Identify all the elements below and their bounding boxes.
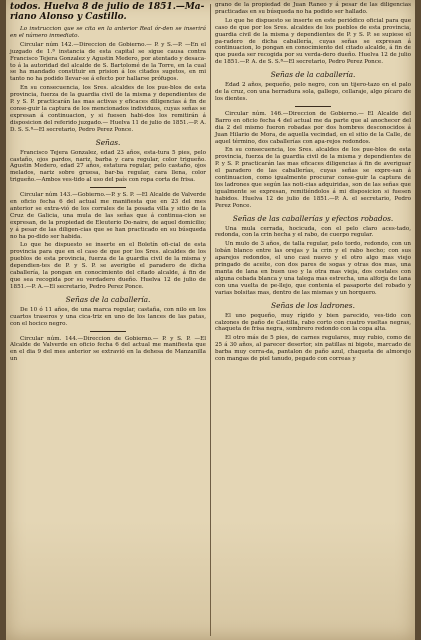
section-title-ladrones: Señas de los ladrones. [271, 300, 355, 310]
separator-line [295, 106, 331, 107]
separator-line [90, 331, 126, 332]
senas-text: Francisco Tejera Gonzalez, edad 23 años, esta-tura 5 pies, pelo castaño, ojos pardos, nariz, barba y cara regular, color trigueño. Agustin Medero, edad 27 años, estatura regular, pelo castaño, ojos melados, nariz sobre gruesa, bar-ba regular, cara llena, color trigueño.—Ambos ves-tido al uso del país con ropa corta de frisa. [10, 149, 206, 184]
caballeria-text-right: Edad 2 años, pequeño, pelo negro, con un tijero-tazo en el palo de la cruz, con una herradura sola, gallego, cellaraje, algo pícaro de los dientes. [215, 82, 411, 102]
section-title-efectos: Señas de las caballerías y efectos robados. [232, 213, 394, 223]
circular-144: Circular núm. 144.—Direccion de Gobierno.— P. y S. P. —El Alcalde de Valverde en oficio fecha 6 del actual me manifiesta que en el dia 9 del mes anterior se extravió en la dehesa de Manzanilla un [10, 335, 206, 363]
section-title-caballeria-left: Señas de la caballería. [65, 294, 151, 304]
date-heading: todos. Huelva 8 de julio de 1851.—Ma-riano Alonso y Castillo. [10, 2, 205, 22]
efectos-text-b: Un mulo de 3 años, de talla regular, pelo tordo, redondo, con un lobán blanco entre las orejas y la crin y el rabo hecho; con sus aparejos redondos, el uno casi nuevo y el otro algo mas viejo pringado de aceite, con dos pares de sogas y otras dos mas, una manta de lana en buen uso y la otra mas vieja, dos costales con alguna cebada blanca y una talega mas estrecha, una alforja de lana con una vuelta de pe-llejo, que contenia el pasaporte del robado y varias bolsitas mas, dentro de las mismas y un horquero. [215, 241, 411, 296]
continued-text-top: grano de la propiedad de Juan Raneo y á pesar de las diligencias practicadas en su búsqueda no ha podido ser hallado. [215, 2, 411, 15]
circular-143: Circular núm 143.—Gobierno.—P. y S. P. —El Alcalde de Valverde en oficio fecha 6 del actual me manifiesta que en 23 del mes anterior se extra-vió de los corrales de la posada villa y sitio de la Cruz de Galicia, una mula de las señas que á continua-cion se expresan, de la propiedad de Eleuterio Do-naire, de aquel domicilio; y á pesar de las diligen-cias que se han practicado en su búsqueda no ha po-dido ser habida. [10, 192, 206, 240]
right-column [215, 2, 411, 365]
intro-note: Lo instruccion que se cita en la anterior Real ór-den se inserirá en el número inmediato. [10, 26, 206, 39]
circular-146-continued: En su consecuencia, los Sres. alcaldes de los pue-blos de esta provincia, fuerza de la guardia civil de la misma y dependientes de P. y S. P. practicarán las mas eficaces diligencias á fin de averiguar el paradero de las caballerías, cuyas señas se expre-san á continuacion, como igualmente procurar conse-guir la captura de los ladrones que según las noti-cias adquiridas, son de las señas que igualmente se expresan, remitiéndolos á mi disposicion si fuesen habidos. Huelva 12 de julio de 1851.—P. A. el secretario, Pedro Perez Ponce. [215, 147, 411, 209]
circular-142-continued: En su consecuencia, los Sres. alcaldes de los pue-blos de esta provincia, fuerza de la guardia civil de la misma y dependientes de P. y S. P. practicarán las mas activas y eficaces diligencias á fin de conse-guir la captura de los mencionados individuos, cuyas señas se expresan á continuacion, y si fuesen habi-dos los remitirán á disposicion del referido juzgado.— Huelva 11 de julio de 1851.—P. A. D. S. S.ª—El secretario, Pedro Perez Ponce. [10, 85, 206, 133]
ladrones-text: El uno pequeño, muy rígido y bien parecido, ves-tido con calzones de paño de Castilla, rabo corto con cuatro vueltas negras, chaqueta de frisa negra, sombrero redondo con la copa alta. [215, 312, 411, 333]
circular-146: Circular núm. 146.—Direccion de Gobierno.— El Alcalde del Barro en oficio fecha 4 del actual me da parte que al anochecer del dia 2 del mismo fueron robadas por dos hombres desconocidos á Juan Hilario de Mora, de aquella vecindad, en el sitio de la Calle, de aquel término, dos caballerías con apa-rejos redondos. [215, 110, 411, 145]
circular-143-continued: Lo que he dispuesto se inserte en el Boletín ofi-cial de esta provincia para que en el caso de que por los Sres. alcaldes de los pueblos de esta provincia, fuerza de la guardia civil de la misma y dependien-tes de P. y S. P. se averigüe el paradero de dicha caballería, la pongan en conocimiento del citado alcalde, á fin de que sea recogida por su verdadero dueño. Huelva 12 de julio de 1851.—P. A.—El secretario, Pedro Perez Ponce. [10, 242, 206, 290]
left-column [10, 2, 206, 365]
newspaper-page [6, 0, 415, 640]
ladrones-text-b: El otro más de 5 pies, de carnes regulares, muy rubio, como de 25 á 30 años, al parecer desertor, sin patillas ni bigote, marcado de barba muy cerra-da, pantalon de paño azul, chaqueta de almorejo con mangas de piel tanudo, pegado con correas y [215, 335, 411, 363]
separator-line [90, 187, 126, 188]
column-divider [210, 4, 211, 636]
section-title-senas: Señas. [95, 137, 121, 147]
section-title-caballeria-right: Señas de la caballería. [270, 70, 356, 80]
circular-142: Circular núm 142.—Direccion de Gobierno.— P. y S.—P. —En el juzgado de 1.ª instancia de esta capital se sigue causa contra Francisco Tejera Gonzalez y Agustin Medero, por atentado y desaca-to á la autoridad del alcalde de S. Bartolomé de la Torre, en la cual se ha mandado constituir en prision á los citados sugetos, en mi tanto no ha podido llevar-se á efecto por hallarse prófugos. [10, 41, 206, 83]
efectos-text: Una mula cerrada, hocicuda, con el pelo claro aces-tado, redonda, con la crin hecha y el rabo, de cuerpo regular. [215, 225, 411, 239]
continued-text-top-b: Lo que he dispuesto se inserte en este periódico oficial para que caso de que por los Sres. alcaldes de los pueblos de esta provincia, guardia civil de la misma y dependientes de P. y S. P. se supiese el pa-radero de dicha caballería, cuyas señas se expresan á continuacion, lo pongan en conocimiento del citado alcalde, á fin de que pueda ser recogida por su verda-dero dueño. Huelva 12 de julio de 1851.—P. A. de S. S.ª—El secretario, Pedro Perez Ponce. [215, 17, 411, 66]
caballeria-text-left: De 10 ó 11 años, de una marca regular, castaña, con nilo en los cuartos traseros y una cica-triz en uno de los lances de las patas, con el hocico negro. [10, 306, 206, 327]
